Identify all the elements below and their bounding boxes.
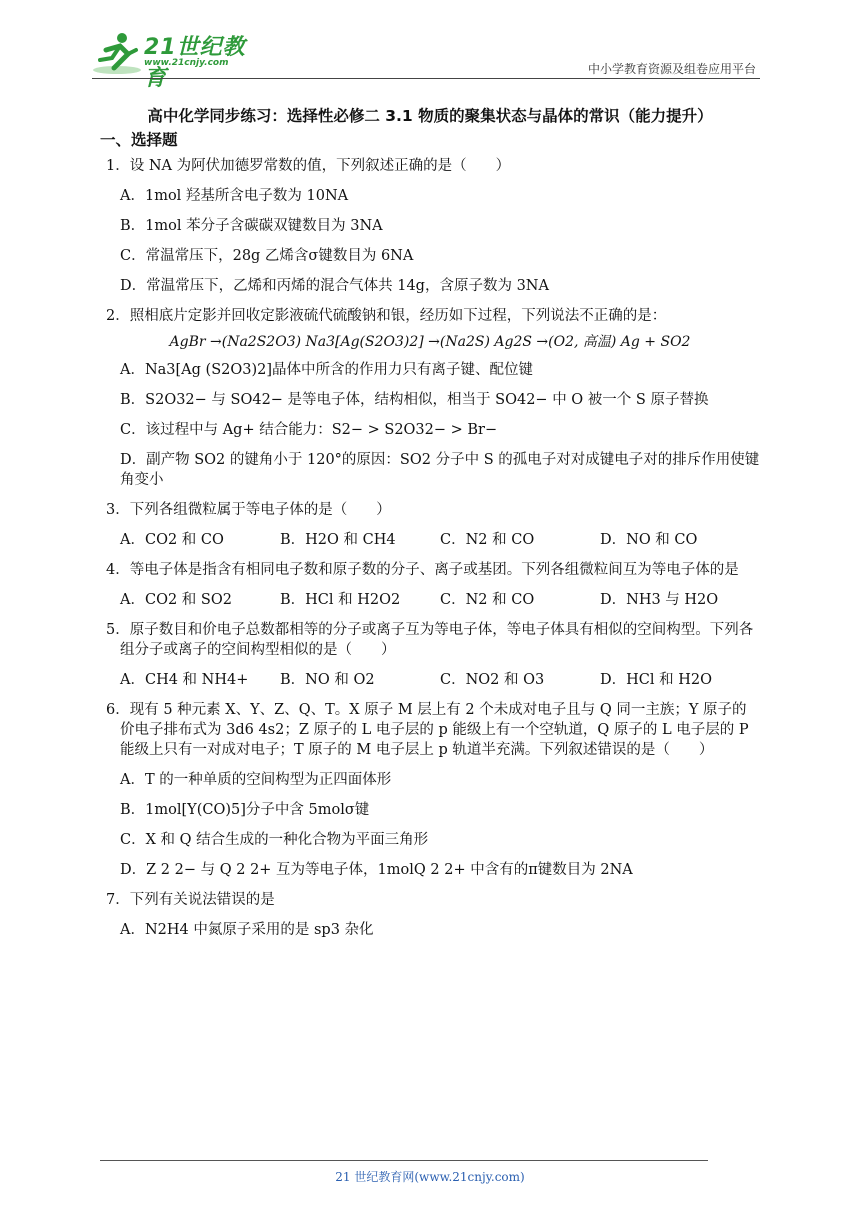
question-4-option-a: A．CO2 和 SO2 [120, 592, 232, 608]
question-2-equation: AgBr →(Na2S2O3) Na3[Ag(S2O3)2] →(Na2S) Ag2S →(O2, 高温) Ag + SO2 [169, 334, 691, 350]
document-title: 高中化学同步练习：选择性必修二 3.1 物质的聚集状态与晶体的常识（能力提升） [147, 107, 713, 125]
question-6-option-b: B．1mol[Y(CO)5]分子中含 5molσ键 [120, 802, 370, 818]
runner-logo-icon [92, 30, 142, 76]
question-5-option-a: A．CH4 和 NH4+ [120, 672, 249, 688]
question-3-options [120, 530, 760, 550]
question-3-option-d: D．NO 和 CO [600, 532, 698, 548]
platform-label: 中小学教育资源及组卷应用平台 [587, 62, 756, 76]
question-3-option-c: C．N2 和 CO [440, 532, 535, 548]
question-3-stem: 3．下列各组微粒属于等电子体的是（ ） [106, 502, 391, 518]
question-5-stem: 5．原子数目和价电子总数都相等的分子或离子互为等电子体，等电子体具有相似的空间构型。下列各组分子或离子的空间构型相似的是（ ） [106, 622, 754, 658]
question-5-options [120, 670, 760, 690]
question-4-options [120, 590, 760, 610]
question-7-option-a: A．N2H4 中氮原子采用的是 sp3 杂化 [120, 922, 374, 938]
header-divider [92, 78, 760, 79]
document-body [100, 100, 760, 950]
question-2-option-a: A．Na3[Ag (S2O3)2]晶体中所含的作用力只有离子键、配位键 [120, 362, 534, 378]
page-header [0, 0, 860, 91]
question-6-option-c: C．X 和 Q 结合生成的一种化合物为平面三角形 [120, 832, 429, 848]
logo-url: www.21cnjy.com [144, 58, 229, 68]
question-1-option-b: B．1mol 苯分子含碳碳双键数目为 3NA [120, 218, 383, 234]
question-5-option-d: D．HCl 和 H2O [600, 672, 712, 688]
question-6-option-a: A．T 的一种单质的空间构型为正四面体形 [120, 772, 392, 788]
question-4-option-d: D．NH3 与 H2O [600, 592, 719, 608]
question-4-option-c: C．N2 和 CO [440, 592, 535, 608]
section-heading: 一、选择题 [100, 131, 178, 149]
logo-text: 21世纪教育 [144, 35, 246, 91]
question-5-option-b: B．NO 和 O2 [280, 672, 375, 688]
question-2-option-d: D．副产物 SO2 的键角小于 120°的原因：SO2 分子中 S 的孤电子对对成键电子对的排斥作用使键角变小 [120, 452, 760, 488]
logo [92, 30, 262, 91]
question-7-stem: 7．下列有关说法错误的是 [106, 892, 275, 908]
question-4-option-b: B．HCl 和 H2O2 [280, 592, 401, 608]
question-2-stem: 2．照相底片定影并回收定影液硫代硫酸钠和银，经历如下过程，下列说法不正确的是： [106, 308, 667, 324]
question-3-option-a: A．CO2 和 CO [120, 532, 224, 548]
question-1-stem: 1．设 NA 为阿伏加德罗常数的值，下列叙述正确的是（ ） [106, 158, 511, 174]
question-2-option-b: B．S2O32− 与 SO42− 是等电子体，结构相似，相当于 SO42− 中 O 被一个 S 原子替换 [120, 392, 709, 408]
footer-divider [100, 1160, 708, 1161]
question-6-option-d: D．Z 2 2− 与 Q 2 2+ 互为等电子体，1molQ 2 2+ 中含有的π键数目为 2NA [120, 862, 633, 878]
question-3-option-b: B．H2O 和 CH4 [280, 532, 396, 548]
question-2-option-c: C．该过程中与 Ag+ 结合能力：S2− > S2O32− > Br− [120, 422, 498, 438]
question-6-stem: 6．现有 5 种元素 X、Y、Z、Q、T。X 原子 M 层上有 2 个未成对电子且与 Q 同一主族；Y 原子的价电子排布式为 3d6 4s2；Z 原子的 L 电子层的 p 能级上有一个空轨道，Q 原子的 L 电子层的 P 能级上只有一对成对电子；T 原子的 M 电子层上 p 轨道半充满。下列叙述错误的是（ ） [106, 702, 749, 758]
question-5-option-c: C．NO2 和 O3 [440, 672, 545, 688]
footer-link[interactable]: 21 世纪教育网(www.21cnjy.com) [335, 1170, 525, 1184]
question-4-stem: 4．等电子体是指含有相同电子数和原子数的分子、离子或基团。下列各组微粒间互为等电子体的是 [106, 562, 739, 578]
question-1-option-a: A．1mol 羟基所含电子数为 10NA [120, 188, 349, 204]
question-1-option-c: C．常温常压下，28g 乙烯含σ键数目为 6NA [120, 248, 414, 264]
question-1-option-d: D．常温常压下，乙烯和丙烯的混合气体共 14g，含原子数为 3NA [120, 278, 549, 294]
